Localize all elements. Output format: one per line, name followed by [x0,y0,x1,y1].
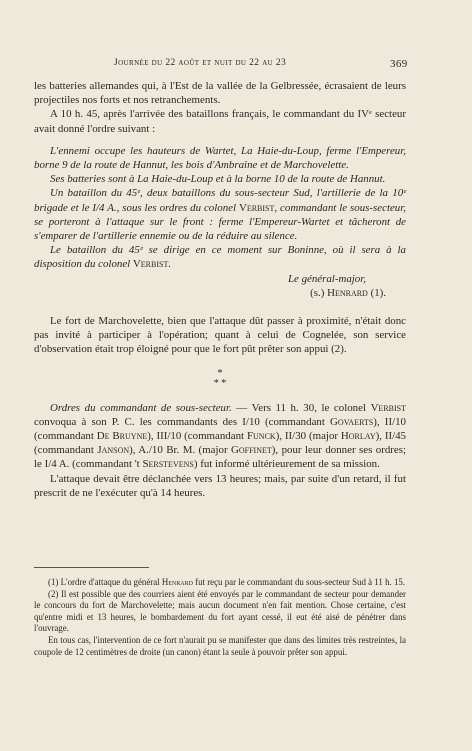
footnote-2-continued: En tous cas, l'intervention de ce fort n'aurait pu se manifester que dans des limites très restreintes, la coupole de 12 centimètres de droite (un canon) étant la seule à pouvoir prêter son appui. [34,634,406,657]
order-quote-2: Ses batteries sont à La Haie-du-Loup et à la borne 10 de la route de Hannut. [50,173,386,186]
order-quote-3: Un bataillon du 45ᵉ, deux bataillons du sous-secteur Sud, l'artillerie de la 10ᵉ brigade et le I/4 A., sous les ordres du colonel Verbist, commandant le sous-secteur, se porteront à l'attaque sur le front : ferme l'Empereur-Wartet et tâcheront de s'emparer de l'artillerie ennemie ou de la réduire au silence. [34,187,407,243]
person-name: Verbist [132,258,169,271]
signature-title: Le général-major, [287,272,366,285]
paragraph-4: Ordres du commandant de sous-secteur. — Vers 11 h. 30, le colonel Verbist convoqua à son P. C. les commandants des I/10 (commandant Govaerts), II/10 (commandant De Bruyne), III/10 (commandant Funck), II/30 (major Horlay), II/45 (commandant Janson), A./10 Br. M. (major Goffinet), pour leur donner ses ordres; le I/4 A. (commandant 't Serstevens) fut informé ultérieurement de sa mission. [34,401,407,471]
paragraph-5: L'attaque devait être déclanchée vers 13 heures; mais, par suite d'un retard, il fut prescrit de ne l'exécuter qu'à 14 heures. [34,472,406,499]
section-heading: Ordres du commandant de sous-secteur. [50,401,232,414]
paragraph-2: A 10 h. 45, après l'arrivée des bataillons français, le commandant du IVᵉ secteur avait donné l'ordre suivant : [34,108,406,135]
person-name: Verbist [238,201,275,214]
paragraph-3: Le fort de Marchovelette, bien que l'attaque dût passer à proximité, n'était donc pas invité à participer à l'opération; quant à celui de Cognelée, son service d'observation était trop éloigné pour que le fort pût prêter son appui (2). [34,315,406,356]
main-text [34,79,406,500]
paragraph-1: les batteries allemandes qui, à l'Est de la vallée de la Gelbressée, écrasaient de leurs projectiles nos forts et nos retranchements. [34,80,406,107]
section-separator: * * * [213,367,227,389]
running-title: Journée du 22 août et nuit du 22 au 23 [114,58,287,68]
footnote-2: (2) Il est possible que des courriers aient été envoyés par le commandant de secteur pour demander le concours du fort de Marchovelette; mais aucun document n'en fait mention. Chose certaine, c'est qu'entre midi et 13 heures, le bombardement du fort ayant cessé, il eut été aisé de pénétrer dans l'ouvrage. [34,588,406,634]
order-quote-1: L'ennemi occupe les hauteurs de Wartet, La Haie-du-Loup, ferme l'Empereur, borne 9 de la route de Hannut, les bois d'Ambraine et de Marchovelette. [34,144,406,172]
footnotes [34,577,406,658]
signature-name: (s.) Henrard (1). [310,286,386,299]
page-number: 369 [390,58,408,70]
footnote-divider [34,567,149,568]
order-quote-4: Le bataillon du 45ᵉ se dirige en ce moment sur Boninne, où il sera à la disposition du colonel Verbist. [34,244,406,271]
footnote-1: (1) L'ordre d'attaque du général Henrard fut reçu par le commandant du sous-secteur Sud à 11 h. 15. [48,577,406,587]
